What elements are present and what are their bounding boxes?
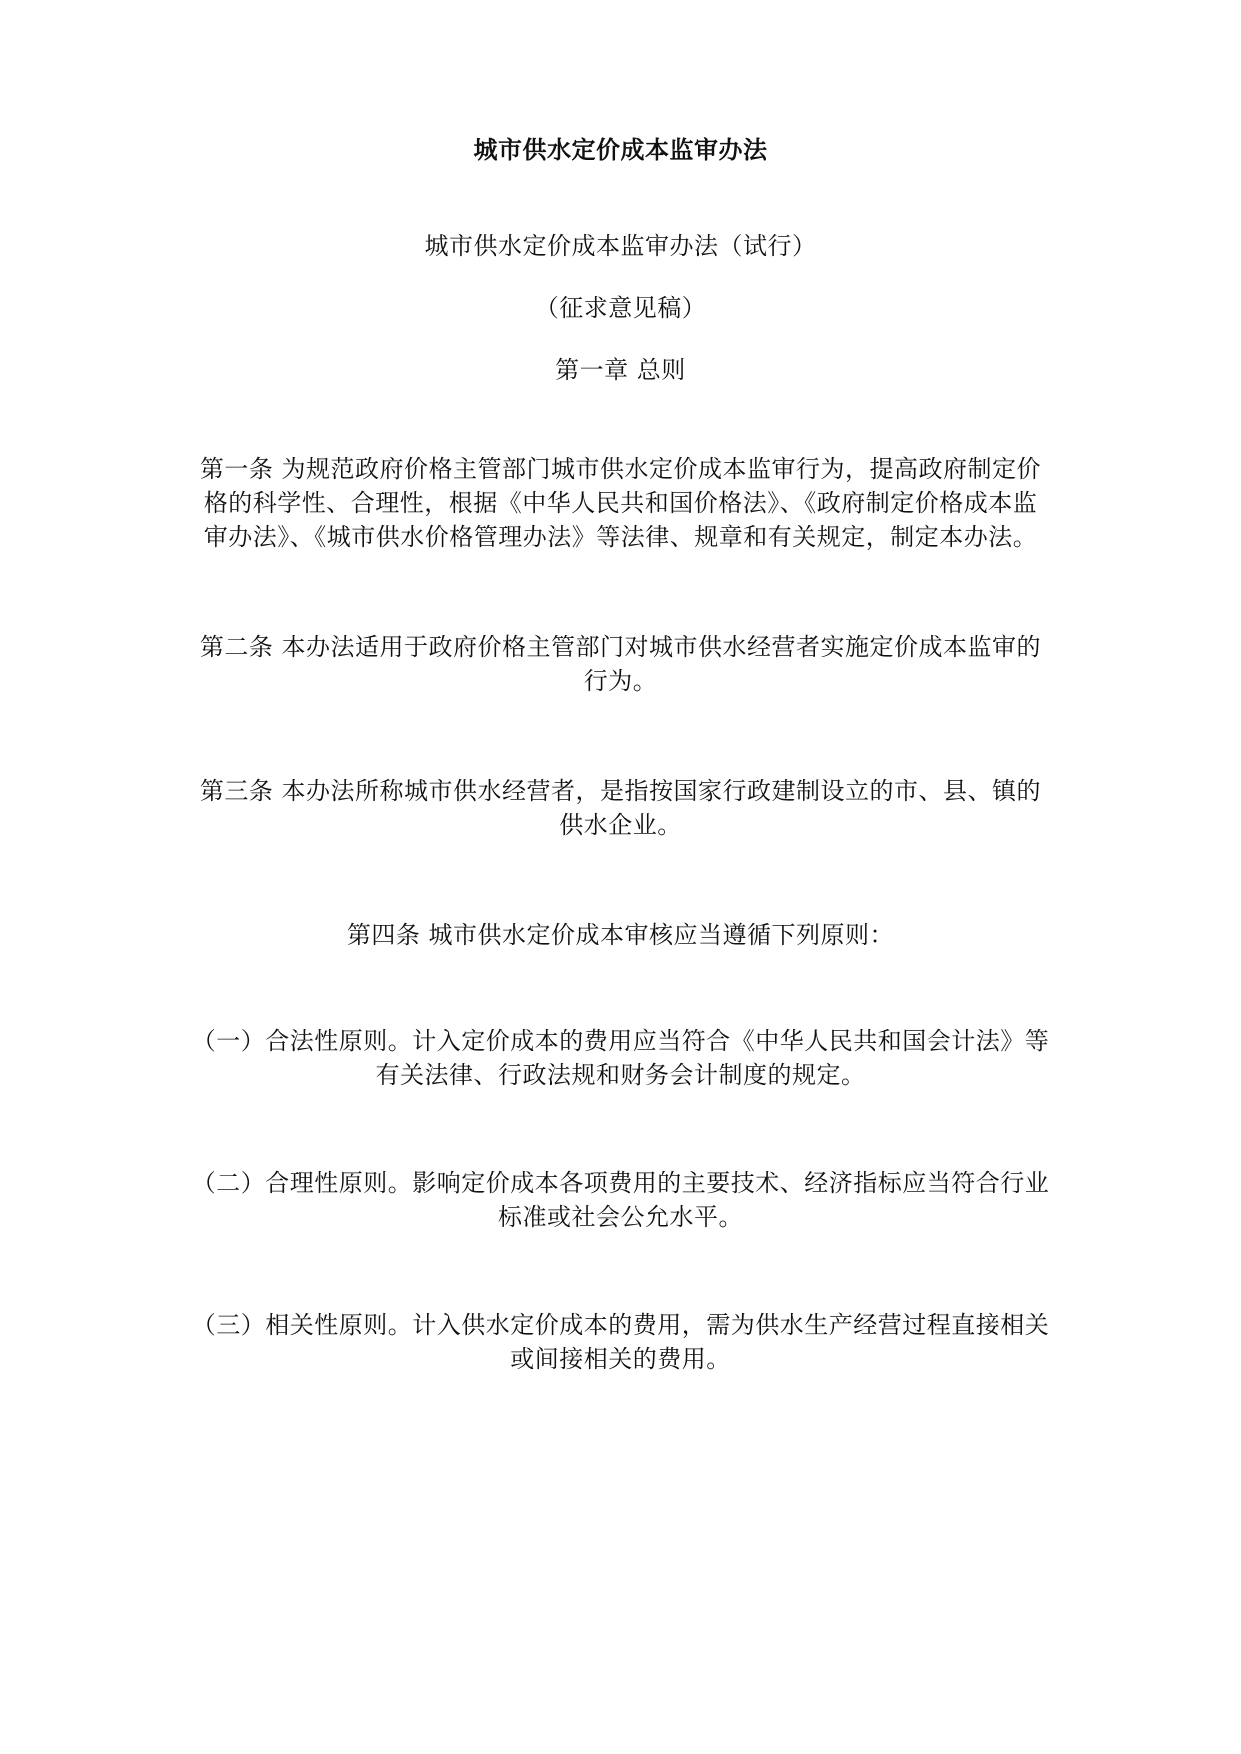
article-3-line-1: 第三条 本办法所称城市供水经营者，是指按国家行政建制设立的市、县、镇的 [199, 777, 1042, 805]
article-2 [0, 630, 1241, 698]
principle-1-line-1: （一）合法性原则。计入定价成本的费用应当符合《中华人民共和国会计法》等 [191, 1027, 1050, 1055]
draft-note: （征求意见稿） [534, 294, 707, 322]
document-subtitle: 城市供水定价成本监审办法（试行） [424, 232, 817, 260]
article-1-line-2: 格的科学性、合理性，根据《中华人民共和国价格法》、《政府制定价格成本监 [203, 489, 1038, 517]
principle-2 [0, 1166, 1241, 1234]
article-2-line-2: 行为。 [583, 667, 658, 695]
article-4-line-1: 第四条 城市供水定价成本审核应当遵循下列原则： [346, 921, 895, 949]
document-title: 城市供水定价成本监审办法 [473, 135, 768, 164]
principle-1-line-2: 有关法律、行政法规和财务会计制度的规定。 [375, 1061, 866, 1089]
principle-3-line-1: （三）相关性原则。计入供水定价成本的费用，需为供水生产经营过程直接相关 [191, 1311, 1050, 1339]
principle-2-line-1: （二）合理性原则。影响定价成本各项费用的主要技术、经济指标应当符合行业 [191, 1169, 1050, 1197]
article-3-line-2: 供水企业。 [559, 811, 682, 839]
article-4 [0, 918, 1241, 952]
principle-1 [0, 1024, 1241, 1092]
article-2-line-1: 第二条 本办法适用于政府价格主管部门对城市供水经营者实施定价成本监审的 [199, 633, 1042, 661]
principle-3-line-2: 或间接相关的费用。 [510, 1345, 731, 1373]
chapter-heading: 第一章 总则 [555, 356, 686, 384]
article-1-line-3: 审办法》、《城市供水价格管理办法》等法律、规章和有关规定，制定本办法。 [203, 523, 1038, 551]
principle-3 [0, 1308, 1241, 1376]
article-3 [0, 774, 1241, 842]
principle-2-line-2: 标准或社会公允水平。 [498, 1203, 743, 1231]
article-1-line-1: 第一条 为规范政府价格主管部门城市供水定价成本监审行为，提高政府制定价 [199, 455, 1042, 483]
article-1 [0, 452, 1241, 554]
